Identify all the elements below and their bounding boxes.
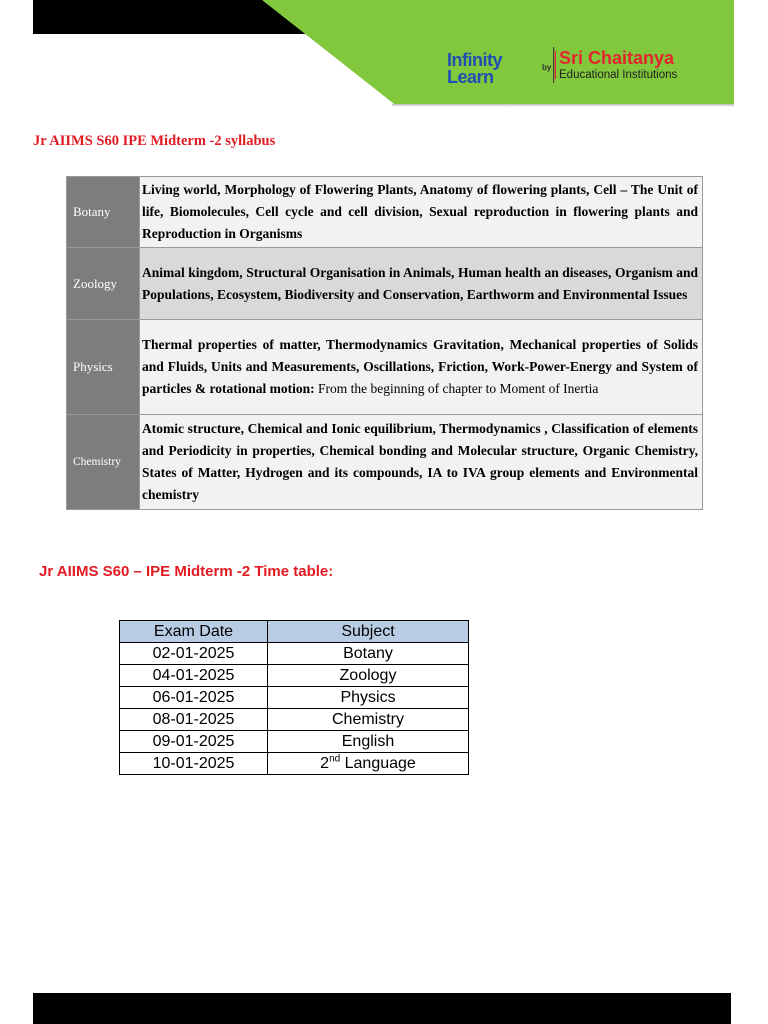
syllabus-table	[66, 176, 703, 510]
syllabus-row-zoology	[67, 248, 703, 320]
syllabus-row-chemistry	[67, 415, 703, 510]
exam-date-cell: 04-01-2025	[120, 665, 268, 687]
syllabus-topics: Living world, Morphology of Flowering Plants, Anatomy of flowering plants, Cell – The Unit of life, Biomolecules, Cell cycle and cell division, Sexual reproduction in flowering plants and Reproduction in Organisms	[140, 177, 703, 248]
table-row	[120, 643, 469, 665]
logo-by-text: by	[542, 63, 552, 72]
exam-date-cell: 02-01-2025	[120, 643, 268, 665]
subject-prefix: 2	[320, 754, 330, 772]
syllabus-topics-rest: From the beginning of chapter to Moment of Inertia	[314, 381, 599, 396]
sri-chaitanya-logo	[559, 48, 677, 82]
infinity-learn-logo: Infinity Learn	[447, 50, 502, 87]
subject-cell: Zoology	[268, 665, 469, 687]
exam-date-cell: 06-01-2025	[120, 687, 268, 709]
timetable-heading: Jr AIIMS S60 – IPE Midterm -2 Time table:	[39, 563, 334, 580]
timetable-header-row	[120, 621, 469, 643]
subject-cell: English	[268, 731, 469, 753]
exam-date-cell: 09-01-2025	[120, 731, 268, 753]
syllabus-topics: Atomic structure, Chemical and Ionic equilibrium, Thermodynamics , Classification of elements and Periodicity in properties, Chemical bonding and Molecular structure, Organic Chemistry, States of Matter, Hydrogen and its compounds, IA to IVA group elements and Environmental chemistry	[140, 415, 703, 510]
exam-date-cell: 10-01-2025	[120, 753, 268, 775]
syllabus-topics	[140, 320, 703, 415]
subject-cell	[268, 753, 469, 775]
table-row	[120, 665, 469, 687]
syllabus-subject: Chemistry	[67, 415, 140, 510]
table-row	[120, 687, 469, 709]
syllabus-subject: Botany	[67, 177, 140, 248]
column-header-exam-date: Exam Date	[120, 621, 268, 643]
syllabus-row-botany	[67, 177, 703, 248]
table-row	[120, 709, 469, 731]
subject-cell: Botany	[268, 643, 469, 665]
syllabus-topics-bold: Thermal properties of matter, Thermodynamics Gravitation, Mechanical properties of Solids and Fluids, Units and Measurements, Oscillations, Friction, Work-Power-Energy and System of particles & rotational motion:	[142, 337, 698, 396]
exam-date-cell: 08-01-2025	[120, 709, 268, 731]
subject-cell: Chemistry	[268, 709, 469, 731]
sri-chaitanya-mark-icon	[552, 47, 557, 83]
table-row	[120, 731, 469, 753]
sri-chaitanya-subtitle: Educational Institutions	[559, 69, 678, 81]
timetable	[119, 620, 469, 775]
table-row	[120, 753, 469, 775]
syllabus-topics: Animal kingdom, Structural Organisation in Animals, Human health an diseases, Organism and Populations, Ecosystem, Biodiversity and Conservation, Earthworm and Environmental Issues	[140, 248, 703, 320]
syllabus-subject: Zoology	[67, 248, 140, 320]
footer-black-band	[33, 993, 731, 1024]
subject-superscript: nd	[329, 753, 341, 765]
subject-suffix: Language	[340, 754, 416, 772]
syllabus-row-physics	[67, 320, 703, 415]
sri-chaitanya-title: Sri Chaitanya	[559, 48, 675, 68]
syllabus-heading: Jr AIIMS S60 IPE Midterm -2 syllabus	[33, 133, 276, 149]
syllabus-subject: Physics	[67, 320, 140, 415]
column-header-subject: Subject	[268, 621, 469, 643]
subject-cell: Physics	[268, 687, 469, 709]
header-shadow	[392, 104, 734, 107]
